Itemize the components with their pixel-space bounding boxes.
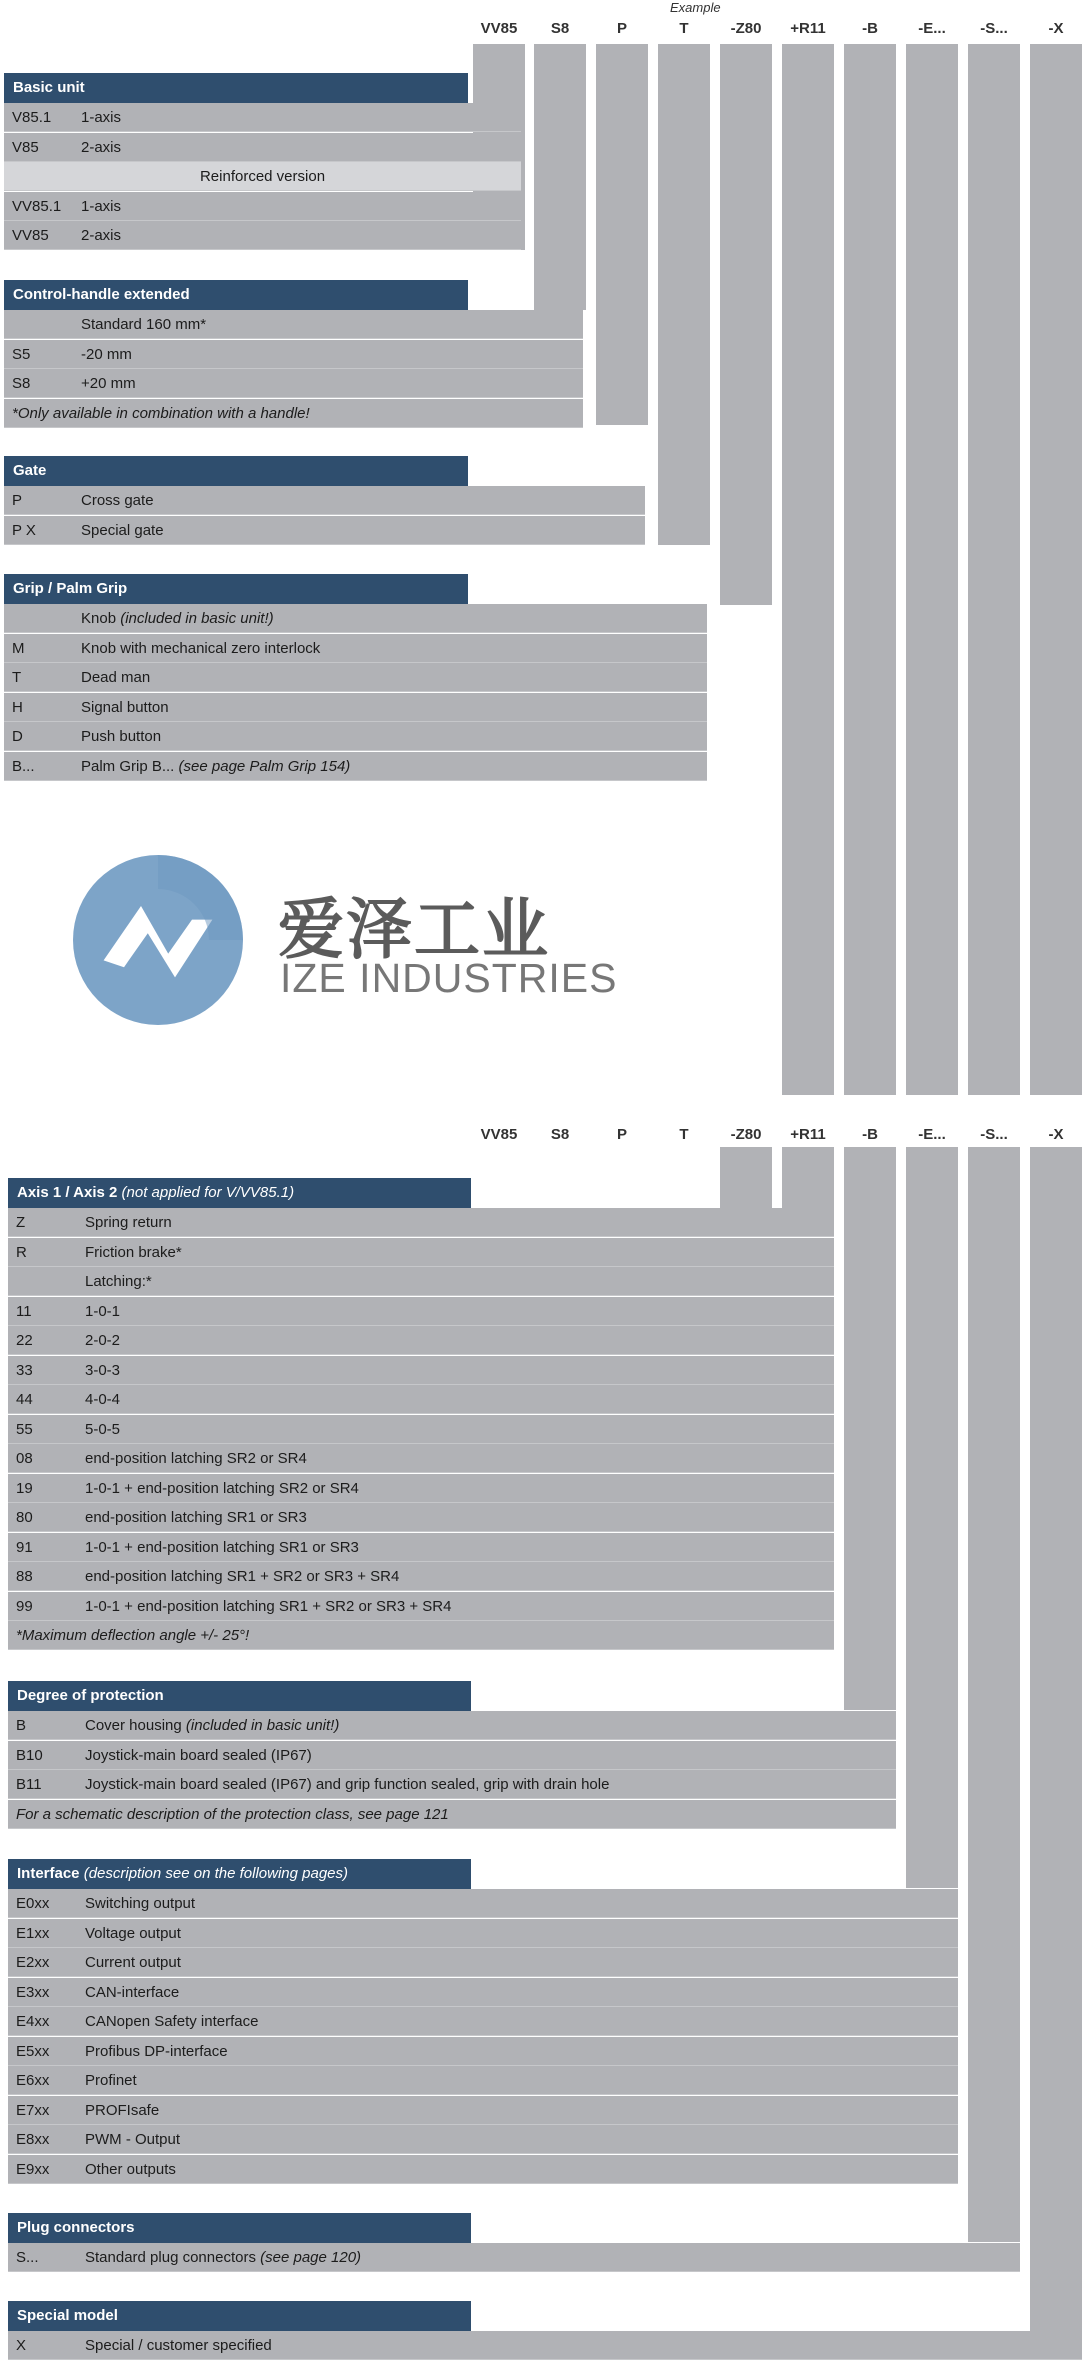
row-code: V85 (12, 138, 39, 156)
bottom-row-0-2 (8, 1267, 834, 1296)
example-label: Example (670, 0, 721, 15)
top-row-0-0 (4, 103, 521, 132)
row-code: B (16, 1717, 27, 1734)
row-desc: 1-0-1 (85, 1302, 121, 1320)
row-desc: Standard 160 mm* (81, 316, 207, 333)
row-desc: CAN-interface (85, 1983, 180, 2001)
section-title-note: (description see on the following pages) (79, 1865, 349, 1882)
bottom-column-header-3: T (679, 1126, 689, 1143)
row-code: E2xx (16, 1954, 50, 1971)
bottom-row-2-8 (8, 2125, 958, 2154)
bottom-row-0-14 (8, 1621, 834, 1650)
row-code: M (12, 639, 25, 657)
row-code: 08 (16, 1450, 33, 1467)
row-desc: Cover housing (included in basic unit!) (85, 1717, 340, 1734)
bottom-row-0-13 (8, 1592, 834, 1621)
bottom-column-header-2: P (616, 1126, 627, 1143)
row-code: D (12, 728, 23, 745)
bottom-column-header-6: -B (862, 1126, 878, 1143)
row-code: B10 (16, 1746, 43, 1764)
row-desc: Knob (included in basic unit!) (81, 610, 274, 627)
top-section-title-0 (4, 73, 468, 103)
bottom-row-0-1 (8, 1238, 834, 1267)
top-row-3-3 (4, 693, 707, 722)
top-column-bar-7 (906, 44, 958, 1095)
row-desc: Spring return (85, 1214, 172, 1231)
bottom-column-bar-8 (968, 1147, 1020, 2242)
bottom-column-header-4: -Z80 (730, 1126, 762, 1143)
row-code: S... (16, 2249, 39, 2266)
bottom-column-header-0: VV85 (480, 1126, 518, 1143)
row-code: 33 (16, 1361, 33, 1379)
top-column-bar-2 (596, 44, 648, 425)
row-desc: Palm Grip B... (see page Palm Grip 154) (81, 757, 351, 775)
top-row-2-0 (4, 486, 645, 515)
bottom-row-1-2 (8, 1770, 896, 1799)
bottom-column-bar-9 (1030, 1147, 1082, 2360)
row-desc: Voltage output (85, 1924, 181, 1942)
bottom-row-3-0 (8, 2243, 1020, 2272)
bottom-row-0-6 (8, 1385, 834, 1414)
top-row-1-2 (4, 369, 583, 398)
top-column-bar-8 (968, 44, 1020, 1095)
top-column-bar-4 (720, 44, 772, 605)
bottom-row-0-3 (8, 1297, 834, 1326)
row-desc: Profibus DP-interface (85, 2042, 228, 2060)
top-column-bar-9 (1030, 44, 1082, 1095)
row-code: 88 (16, 1568, 33, 1585)
row-desc: Special / customer specified (85, 2337, 272, 2354)
bottom-row-2-3 (8, 1978, 958, 2007)
top-column-bar-1 (534, 44, 586, 310)
row-code: 91 (16, 1538, 33, 1556)
row-desc: Signal button (81, 698, 169, 716)
row-code: VV85 (12, 227, 49, 244)
row-desc: Dead man (81, 669, 151, 686)
bottom-row-0-11 (8, 1533, 834, 1562)
bottom-row-2-7 (8, 2096, 958, 2125)
row-desc: Push button (81, 728, 162, 745)
row-desc: Joystick-main board sealed (IP67) (85, 1746, 312, 1764)
section-title-text: Interface (17, 1865, 80, 1882)
row-desc: -20 mm (81, 345, 132, 363)
row-code: V85.1 (12, 109, 52, 126)
row-code: P (12, 492, 23, 509)
logo-chinese-text: 爱泽工业 (278, 892, 550, 966)
row-code: VV85.1 (12, 197, 62, 215)
bottom-row-2-5 (8, 2037, 958, 2066)
row-desc: CANopen Safety interface (85, 2013, 259, 2030)
row-code: E6xx (16, 2072, 50, 2089)
bottom-row-0-5 (8, 1356, 834, 1385)
row-desc: 3-0-3 (85, 1361, 121, 1379)
top-row-1-1 (4, 340, 583, 369)
row-desc: 5-0-5 (85, 1420, 121, 1438)
bottom-row-2-1 (8, 1919, 958, 1948)
row-code: E4xx (16, 2013, 50, 2030)
top-row-0-2: Reinforced version (4, 162, 521, 191)
row-code: 44 (16, 1391, 33, 1408)
row-desc: Special gate (81, 521, 164, 539)
row-desc: 1-0-1 + end-position latching SR1 or SR3 (85, 1538, 359, 1556)
section-title-note: (not applied for V/VV85.1) (117, 1184, 295, 1201)
row-code: 55 (16, 1420, 33, 1438)
row-desc: Latching:* (85, 1273, 152, 1290)
top-section-title-1 (4, 280, 468, 310)
top-column-header-8: -S... (980, 20, 1008, 37)
top-row-3-1 (4, 634, 707, 663)
row-desc: end-position latching SR2 or SR4 (85, 1450, 307, 1467)
row-desc-note: (included in basic unit!) (185, 1717, 340, 1734)
row-code: E7xx (16, 2101, 50, 2119)
row-code: 19 (16, 1479, 33, 1497)
row-desc: 2-axis (81, 227, 122, 244)
top-column-header-0: VV85 (480, 20, 518, 37)
top-row-1-3 (4, 399, 583, 428)
ize-logo-icon (73, 855, 243, 1025)
top-row-1-0 (4, 310, 583, 339)
row-desc: Switching output (85, 1895, 196, 1912)
row-code: B11 (16, 1776, 42, 1793)
top-column-header-7: -E... (918, 20, 946, 37)
row-desc: 1-0-1 + end-position latching SR2 or SR4 (85, 1479, 359, 1497)
row-note: For a schematic description of the protection class, see page 121 (16, 1805, 449, 1823)
row-desc: Current output (85, 1954, 181, 1971)
bottom-row-0-0 (8, 1208, 834, 1237)
bottom-section-title-1 (8, 1681, 471, 1711)
row-code: H (12, 698, 23, 716)
row-desc: 1-0-1 + end-position latching SR1 + SR2 or SR3 + SR4 (85, 1597, 452, 1615)
section-title-text: Grip / Palm Grip (13, 580, 128, 597)
bottom-column-bar-6 (844, 1147, 896, 1710)
section-title-text: Plug connectors (17, 2219, 135, 2236)
row-desc: 1-axis (81, 109, 122, 126)
top-column-header-6: -B (862, 20, 878, 37)
bottom-row-1-3 (8, 1800, 896, 1829)
row-code: Z (16, 1214, 26, 1231)
top-row-2-1 (4, 516, 645, 545)
row-desc: 4-0-4 (85, 1391, 121, 1408)
row-code: E1xx (16, 1924, 50, 1942)
bottom-row-0-7 (8, 1415, 834, 1444)
row-code: S8 (12, 375, 31, 392)
bottom-section-title-0 (8, 1178, 471, 1208)
row-desc: PROFIsafe (85, 2101, 160, 2119)
top-column-bar-6 (844, 44, 896, 1095)
bottom-row-0-8 (8, 1444, 834, 1473)
row-code: E8xx (16, 2131, 50, 2148)
bottom-row-0-9 (8, 1474, 834, 1503)
row-desc: 2-0-2 (85, 1332, 121, 1349)
bottom-column-header-9: -X (1048, 1126, 1064, 1143)
section-title-text: Gate (13, 462, 47, 479)
logo-english-text: IZE INDUSTRIES (280, 955, 618, 1001)
row-desc: Cross gate (81, 492, 154, 509)
bottom-column-header-8: -S... (980, 1126, 1008, 1143)
top-row-3-5 (4, 752, 707, 781)
top-column-header-2: P (616, 20, 627, 37)
row-code: E5xx (16, 2042, 50, 2060)
row-code: R (16, 1243, 27, 1261)
row-code: 99 (16, 1597, 33, 1615)
row-desc: 1-axis (81, 197, 122, 215)
top-column-header-9: -X (1048, 20, 1064, 37)
row-code: 11 (16, 1302, 32, 1320)
section-title-text: Degree of protection (17, 1687, 164, 1704)
row-desc: end-position latching SR1 or SR3 (85, 1509, 307, 1526)
bottom-row-2-2 (8, 1948, 958, 1977)
section-title-text: Basic unit (13, 79, 85, 96)
bottom-row-2-9 (8, 2155, 958, 2184)
row-desc: Profinet (85, 2072, 137, 2089)
bottom-column-header-7: -E... (918, 1126, 946, 1143)
top-row-3-4 (4, 722, 707, 751)
bottom-row-1-1 (8, 1741, 896, 1770)
row-desc: end-position latching SR1 + SR2 or SR3 + SR4 (85, 1568, 400, 1585)
row-code: E9xx (16, 2160, 50, 2178)
top-column-header-4: -Z80 (730, 20, 762, 37)
top-row-0-1 (4, 133, 521, 162)
row-desc: Other outputs (85, 2160, 176, 2178)
row-desc: Friction brake* (85, 1243, 182, 1261)
bottom-row-2-0 (8, 1889, 958, 1918)
row-code: X (16, 2337, 27, 2354)
row-code: 22 (16, 1332, 33, 1349)
bottom-column-bar-7 (906, 1147, 958, 1888)
bottom-column-header-5: +R11 (790, 1126, 826, 1143)
top-row-3-0 (4, 604, 707, 633)
bottom-column-header-1: S8 (550, 1126, 570, 1143)
top-row-3-2 (4, 663, 707, 692)
top-column-header-5: +R11 (790, 20, 826, 37)
bottom-column-bar-5 (782, 1147, 834, 1208)
top-row-0-4 (4, 221, 521, 250)
top-column-bar-3 (658, 44, 710, 545)
bottom-section-title-4 (8, 2301, 471, 2331)
row-desc-note: (see page 120) (260, 2249, 362, 2266)
row-note: *Maximum deflection angle +/- 25°! (16, 1627, 250, 1644)
top-column-header-1: S8 (550, 20, 570, 37)
bottom-row-0-4 (8, 1326, 834, 1355)
bottom-row-2-4 (8, 2007, 958, 2036)
row-code: B... (12, 757, 35, 775)
row-code: S5 (12, 345, 31, 363)
section-title-text: Axis 1 / Axis 2 (17, 1184, 118, 1201)
row-desc: PWM - Output (85, 2131, 181, 2148)
bottom-row-1-0 (8, 1711, 896, 1740)
row-desc: Knob with mechanical zero interlock (81, 639, 321, 657)
row-note: *Only available in combination with a handle! (12, 404, 310, 422)
bottom-row-2-6 (8, 2066, 958, 2095)
row-code: E0xx (16, 1895, 50, 1912)
bottom-row-4-0 (8, 2331, 1082, 2360)
top-column-header-3: T (679, 20, 689, 37)
row-desc: Standard plug connectors (see page 120) (85, 2249, 362, 2266)
bottom-section-title-2 (8, 1859, 471, 1889)
bottom-section-title-3 (8, 2213, 471, 2243)
row-code: P X (12, 521, 36, 539)
row-desc-note: (see page Palm Grip 154) (178, 757, 351, 775)
section-title-text: Special model (17, 2307, 118, 2324)
top-section-title-3 (4, 574, 468, 604)
top-column-bar-5 (782, 44, 834, 1095)
row-code: T (12, 669, 22, 686)
row-desc: 2-axis (81, 138, 122, 156)
row-desc: +20 mm (81, 375, 136, 392)
section-title-text: Control-handle extended (13, 286, 190, 303)
bottom-column-bar-4 (720, 1147, 772, 1208)
row-desc: Joystick-main board sealed (IP67) and grip function sealed, grip with drain hole (85, 1776, 610, 1793)
row-code: 80 (16, 1509, 33, 1526)
bottom-row-0-10 (8, 1503, 834, 1532)
row-desc-note: (included in basic unit!) (120, 610, 274, 627)
bottom-row-0-12 (8, 1562, 834, 1591)
top-section-title-2 (4, 456, 468, 486)
row-code: E3xx (16, 1983, 50, 2001)
top-row-0-3 (4, 192, 521, 221)
